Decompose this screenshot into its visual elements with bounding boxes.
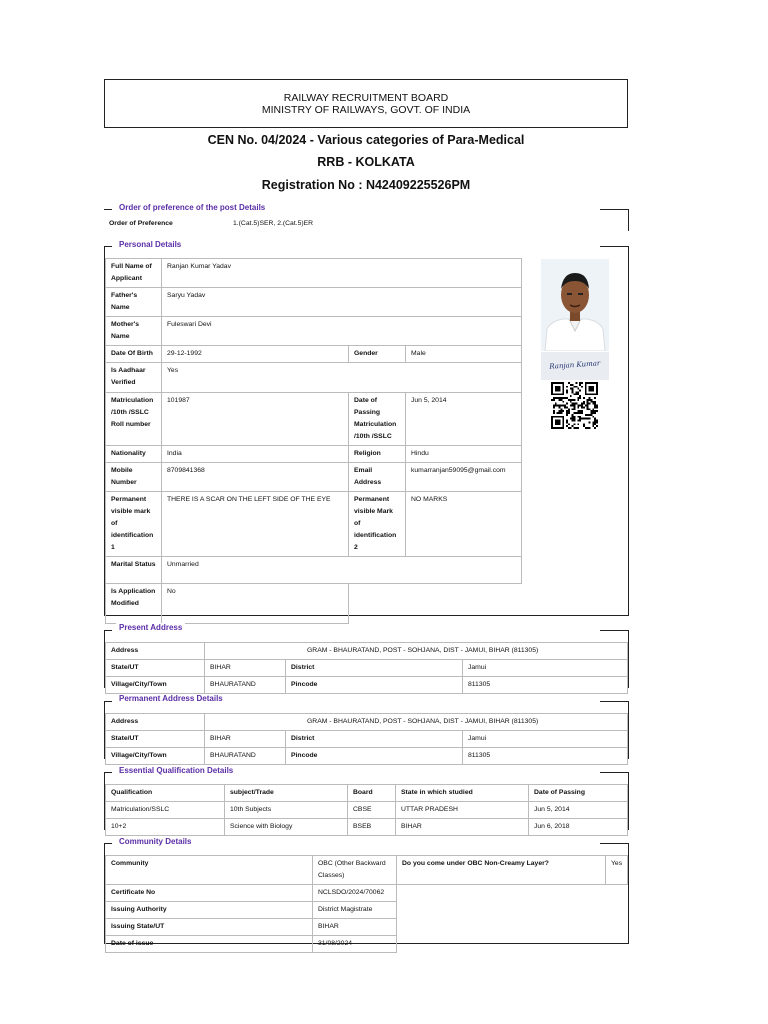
certificate-label: Certificate No bbox=[106, 885, 313, 902]
qualification-table bbox=[105, 784, 628, 836]
email-label: Email Address bbox=[349, 463, 406, 492]
preference-value: 1.(Cat.5)SER, 2.(Cat.5)ER bbox=[233, 220, 314, 227]
community-label: Community bbox=[106, 856, 313, 885]
permanent-address-title: Permanent Address Details bbox=[116, 694, 226, 703]
qualification-header: Qualification bbox=[106, 785, 225, 802]
dob-value: 29-12-1992 bbox=[162, 346, 349, 363]
subject-cell: Science with Biology bbox=[225, 819, 348, 836]
aadhaar-value: Yes bbox=[162, 363, 522, 393]
present-address-value: GRAM - BHAURATAND, POST - SOHJANA, DIST - JAMUI, BIHAR (811305) bbox=[205, 643, 628, 660]
board-header-cell: Board bbox=[348, 785, 396, 802]
issuing-authority-value: District Magistrate bbox=[313, 902, 397, 919]
mother-name-label: Mother's Name bbox=[106, 317, 162, 346]
personal-details-table bbox=[105, 258, 522, 624]
email-value: kumarranjan59095@gmail.com bbox=[406, 463, 522, 492]
permanent-state-label: State/UT bbox=[106, 731, 205, 748]
present-district-label: District bbox=[286, 660, 463, 677]
state-cell: BIHAR bbox=[396, 819, 529, 836]
qualification-header-row bbox=[106, 785, 628, 802]
permanent-village-value: BHAURATAND bbox=[205, 748, 286, 765]
gender-value: Male bbox=[406, 346, 522, 363]
mark2-label: Permanent visible Mark of identification 2 bbox=[349, 492, 406, 557]
mother-name-value: Fuleswari Devi bbox=[162, 317, 522, 346]
qualification-section-title: Essential Qualification Details bbox=[116, 766, 236, 775]
mobile-label: Mobile Number bbox=[106, 463, 162, 492]
registration-number: Registration No : N42409225526PM bbox=[261, 178, 471, 192]
community-section-title: Community Details bbox=[116, 837, 194, 846]
board-cell: BSEB bbox=[348, 819, 396, 836]
applicant-signature bbox=[541, 352, 609, 380]
matric-roll-value: 101987 bbox=[162, 393, 349, 446]
community-value: OBC (Other Backward Classes) bbox=[313, 856, 397, 885]
mark2-value: NO MARKS bbox=[406, 492, 522, 557]
nationality-value: India bbox=[162, 446, 349, 463]
issuing-state-value: BIHAR bbox=[313, 919, 397, 936]
matric-roll-label: Matriculation /10th /SSLC Roll number bbox=[106, 393, 162, 446]
state-header: State in which studied bbox=[396, 785, 529, 802]
passing-date-value: Jun 5, 2014 bbox=[406, 393, 522, 446]
full-name-label: Full Name of Applicant bbox=[106, 259, 162, 288]
present-address-title: Present Address bbox=[116, 623, 185, 632]
mark1-label: Permanent visible mark of identification 1 bbox=[106, 492, 162, 557]
present-state-value: BIHAR bbox=[205, 660, 286, 677]
permanent-district-label: District bbox=[286, 731, 463, 748]
present-village-value: BHAURATAND bbox=[205, 677, 286, 694]
table-row bbox=[106, 819, 628, 836]
qualification-cell: 10+2 bbox=[106, 819, 225, 836]
passing-cell: Jun 6, 2018 bbox=[529, 819, 628, 836]
present-state-label: State/UT bbox=[106, 660, 205, 677]
personal-section-title: Personal Details bbox=[116, 240, 184, 249]
passing-date-label: Date of Passing Matriculation /10th /SSLC bbox=[349, 393, 406, 446]
permanent-district-value: Jamui bbox=[463, 731, 628, 748]
gender-label: Gender bbox=[349, 346, 406, 363]
mark1-value: THERE IS A SCAR ON THE LEFT SIDE OF THE EYE bbox=[162, 492, 349, 557]
present-address-label: Address bbox=[106, 643, 205, 660]
permanent-state-value: BIHAR bbox=[205, 731, 286, 748]
father-name-label: Father's Name bbox=[106, 288, 162, 317]
marital-value: Unmarried bbox=[162, 557, 522, 584]
mobile-value: 8709841368 bbox=[162, 463, 349, 492]
permanent-pincode-value: 811305 bbox=[463, 748, 628, 765]
ministry-name: MINISTRY OF RAILWAYS, GOVT. OF INDIA bbox=[261, 104, 471, 116]
modified-label: Is Application Modified bbox=[106, 584, 162, 624]
subject-cell: 10th Subjects bbox=[225, 802, 348, 819]
preference-section-title: Order of preference of the post Details bbox=[116, 203, 268, 212]
marital-label: Marital Status bbox=[106, 557, 162, 584]
issuing-authority-label: Issuing Authority bbox=[106, 902, 313, 919]
preference-table bbox=[104, 216, 628, 232]
cen-title: CEN No. 04/2024 - Various categories of Para-Medical bbox=[207, 133, 525, 147]
applicant-photo bbox=[541, 259, 609, 351]
passing-header: Date of Passing bbox=[529, 785, 628, 802]
religion-label: Religion bbox=[349, 446, 406, 463]
preference-label: Order of Preference bbox=[109, 220, 173, 227]
present-village-label: Village/City/Town bbox=[106, 677, 205, 694]
community-table bbox=[105, 855, 628, 953]
present-pincode-label: Pincode bbox=[286, 677, 463, 694]
nationality-label: Nationality bbox=[106, 446, 162, 463]
qualification-cell: Matriculation/SSLC bbox=[106, 802, 225, 819]
permanent-address-label: Address bbox=[106, 714, 205, 731]
passing-cell: Jun 5, 2014 bbox=[529, 802, 628, 819]
issuing-state-label: Issuing State/UT bbox=[106, 919, 313, 936]
permanent-pincode-label: Pincode bbox=[286, 748, 463, 765]
permanent-address-value: GRAM - BHAURATAND, POST - SOHJANA, DIST - JAMUI, BIHAR (811305) bbox=[205, 714, 628, 731]
signature-text: Ranjan Kumar bbox=[549, 359, 601, 371]
issue-date-value: 31/08/2024 bbox=[313, 936, 397, 953]
board-cell: CBSE bbox=[348, 802, 396, 819]
religion-value: Hindu bbox=[406, 446, 522, 463]
board-name: RAILWAY RECRUITMENT BOARD bbox=[283, 92, 449, 104]
permanent-village-label: Village/City/Town bbox=[106, 748, 205, 765]
issue-date-label: Date of issue bbox=[106, 936, 313, 953]
table-row bbox=[106, 802, 628, 819]
present-address-table bbox=[105, 642, 628, 694]
modified-value: No bbox=[162, 584, 349, 624]
certificate-value: NCLSDO/2024/70062 bbox=[313, 885, 397, 902]
father-name-value: Saryu Yadav bbox=[162, 288, 522, 317]
present-pincode-value: 811305 bbox=[463, 677, 628, 694]
board-header bbox=[104, 79, 628, 128]
permanent-address-table bbox=[105, 713, 628, 765]
full-name-value: Ranjan Kumar Yadav bbox=[162, 259, 522, 288]
non-creamy-value: Yes bbox=[606, 856, 628, 885]
aadhaar-label: Is Aadhaar Verified bbox=[106, 363, 162, 393]
subject-header: subject/Trade bbox=[225, 785, 348, 802]
dob-label: Date Of Birth bbox=[106, 346, 162, 363]
rrb-title: RRB - KOLKATA bbox=[317, 155, 415, 169]
state-cell: UTTAR PRADESH bbox=[396, 802, 529, 819]
non-creamy-label: Do you come under OBC Non-Creamy Layer? bbox=[397, 856, 606, 885]
present-district-value: Jamui bbox=[463, 660, 628, 677]
qr-code-icon bbox=[551, 382, 598, 429]
